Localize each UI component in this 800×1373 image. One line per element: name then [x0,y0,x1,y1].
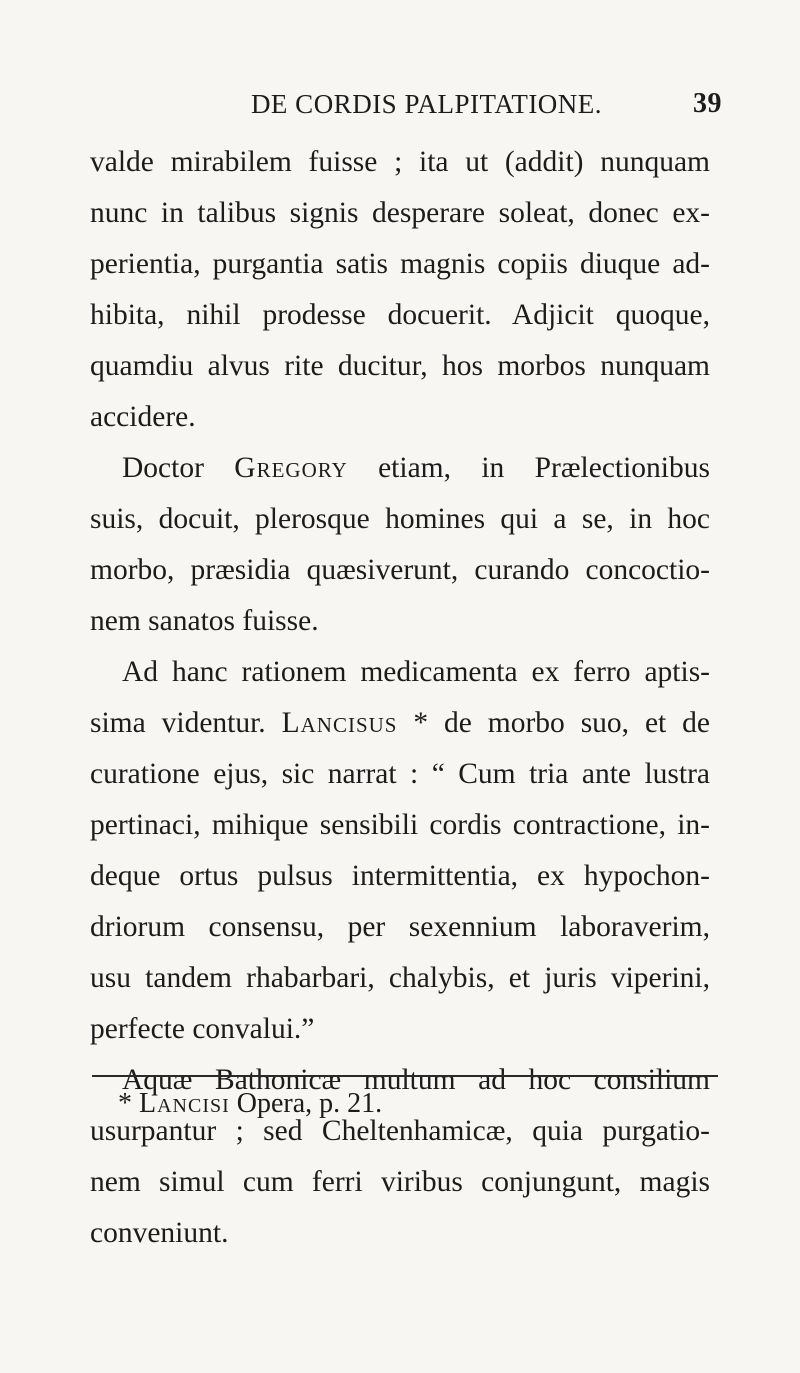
line-segment: * de morbo suo, et de [397,707,710,739]
text-line: perfecte convalui.” [90,1013,315,1045]
line-segment: sima videntur. [90,707,282,739]
footnote-divider [92,1075,718,1077]
paragraph-start-line [90,443,710,494]
text-line: conveniunt. [90,1217,229,1249]
text-line: nunc in talibus signis desperare soleat, donec ex- [90,197,710,229]
text-line: quamdiu alvus rite ducitur, hos morbos nunquam [90,350,710,382]
line-segment: etiam, in Prælectionibus [347,452,710,484]
text-line: hibita, nihil prodesse docuerit. Adjicit quoque, [90,299,710,331]
page-number: 39 [693,88,722,119]
text-line: curatione ejus, sic narrat : “ Cum tria ante lustra [90,758,710,790]
text-line: driorum consensu, per sexennium laboraverim, [90,911,710,943]
footnote-marker: * [118,1088,139,1119]
line-segment: Doctor [122,452,235,484]
paragraph-start-line: Ad hanc rationem medicamenta ex ferro aptis- [122,656,710,688]
text-line: morbo, præsidia quæsiverunt, curando concoctio- [90,554,710,586]
author-name-lancisus: Lancisus [281,707,398,739]
text-line [90,698,710,749]
text-line: deque ortus pulsus intermittentia, ex hypochon- [90,860,710,892]
running-header [90,84,722,124]
paragraph-start-line: Aquæ Bathonicæ multum ad hoc consilium [122,1064,710,1096]
text-line: accidere. [90,401,196,433]
text-line: nem sanatos fuisse. [90,605,319,637]
author-name-gregory: Gregory [234,452,348,484]
text-line: perientia, purgantia satis magnis copiis diuque ad- [90,248,710,280]
text-line: usu tandem rhabarbari, chalybis, et juris viperini, [90,962,710,994]
footnote [118,1088,382,1120]
text-line: nem simul cum ferri viribus conjungunt, magis [90,1166,710,1198]
footnote-author: Lancisi [139,1088,230,1119]
footnote-reference: Opera, p. 21. [229,1088,383,1119]
text-line: valde mirabilem fuisse ; ita ut (addit) nunquam [90,146,710,178]
running-title: DE CORDIS PALPITATIONE. [250,88,603,119]
text-line: pertinaci, mihique sensibili cordis contractione, in- [90,809,710,841]
text-line: suis, docuit, plerosque homines qui a se, in hoc [90,503,710,535]
text-line: usurpantur ; sed Cheltenhamicæ, quia purgatio- [90,1115,710,1147]
